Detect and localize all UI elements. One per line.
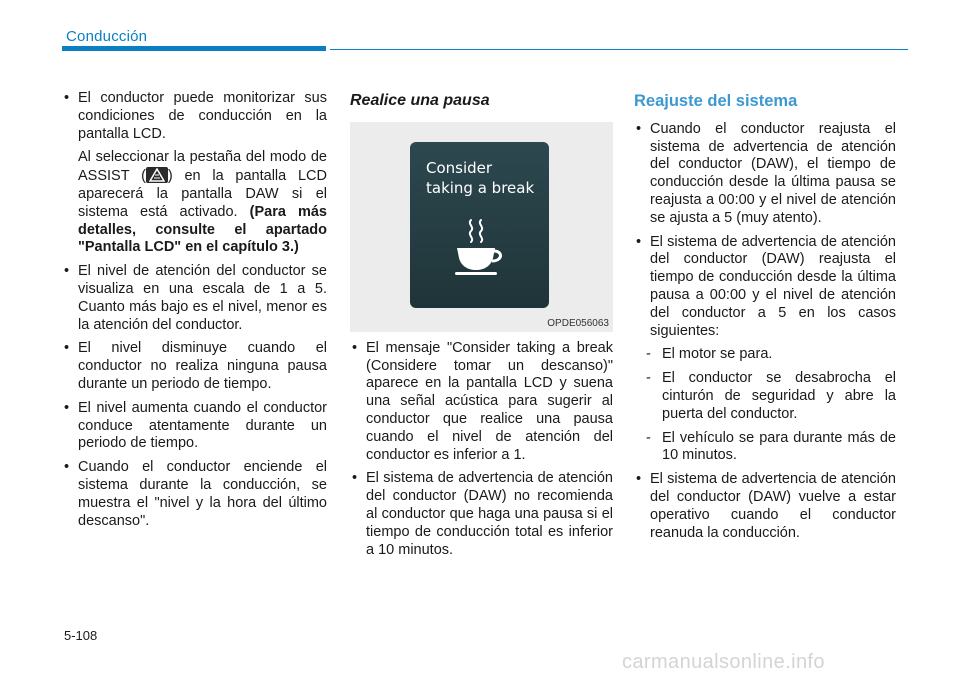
lcd-line-1: Consider bbox=[426, 158, 493, 177]
figure-code: OPDE056063 bbox=[547, 317, 609, 329]
bullet-item: • El sistema de advertencia de atención del conductor (DAW) no recomienda al conductor que haga una pausa si el tiempo de conducción total es inferior a 10 minutos. bbox=[350, 470, 613, 559]
column-right bbox=[634, 90, 896, 548]
header-rule-thin bbox=[330, 49, 908, 50]
dash-item bbox=[634, 346, 896, 364]
lcd-message bbox=[426, 158, 534, 198]
assist-text-b: ) en la pantalla LCD aparecerá la pantalla DAW si el sistema está activado. bbox=[78, 168, 327, 220]
dash-text: El vehículo se para durante más de 10 minutos. bbox=[662, 429, 896, 464]
bullet-item: • El mensaje "Consider taking a break (Considere tomar un descanso)" aparece en la pantalla LCD y suena una señal acústica para sugerir al conductor que realice una pausa cuando el nivel de atención del conductor es inferior a 1. bbox=[350, 340, 613, 465]
dash-item bbox=[634, 370, 896, 423]
break-figure bbox=[350, 122, 613, 332]
bullet-item: • Cuando el conductor enciende el sistema durante la conducción, se muestra el "nivel y la hora del último descanso". bbox=[62, 459, 327, 530]
bullet-item: • El nivel de atención del conductor se visualiza en una escala de 1 a 5. Cuanto más bajo es el nivel, menor es la atención del conductor. bbox=[62, 263, 327, 334]
bullet-item: • El sistema de advertencia de atención del conductor (DAW) vuelve a estar operativo cuando el conductor reanuda la conducción. bbox=[634, 471, 896, 542]
dash-mark: - bbox=[646, 370, 651, 387]
column-left bbox=[62, 90, 327, 536]
page-number: 5-108 bbox=[64, 628, 98, 643]
dash-item bbox=[634, 430, 896, 466]
header-rule-thick bbox=[62, 46, 326, 51]
lcd-line-2: taking a break bbox=[426, 178, 535, 197]
assist-text-a: Al seleccionar la pestaña del modo de ASSIST ( bbox=[78, 149, 327, 185]
system-reset-title: Reajuste del sistema bbox=[634, 92, 798, 110]
lcd-screen bbox=[410, 142, 549, 308]
bullet-item: • El nivel disminuye cuando el conductor no realiza ninguna pausa durante un periodo de tiempo. bbox=[62, 340, 327, 393]
coffee-cup-icon bbox=[454, 216, 506, 276]
bullet-item: • El sistema de advertencia de atención del conductor (DAW) reajusta el tiempo de conducción desde la última pausa a 00:00 y el nivel de atención del conductor a 5 en los casos siguientes: bbox=[634, 234, 896, 341]
assist-warning-icon bbox=[146, 167, 168, 183]
bullet-item: • El nivel aumenta cuando el conductor conduce atentamente durante un periodo de tiempo. bbox=[62, 400, 327, 453]
assist-paragraph bbox=[62, 149, 327, 257]
dash-text: El motor se para. bbox=[662, 346, 773, 363]
dash-text: El conductor se desabrocha el cinturón de seguridad y abre la puerta del conductor. bbox=[662, 370, 896, 422]
bullet-item: • Cuando el conductor reajusta el sistema de advertencia de atención del conductor (DAW), el tiempo de conducción desde la última pausa se reajusta a 00:00 y el nivel de atención se ajusta a 5 (muy atento). bbox=[634, 121, 896, 228]
column-middle bbox=[350, 90, 613, 565]
dash-mark: - bbox=[646, 346, 651, 363]
take-break-title: Realice una pausa bbox=[350, 92, 490, 109]
section-title: Conducción bbox=[66, 28, 148, 45]
assist-reference: (Para más detalles, consulte el apartado "Pantalla LCD" en el capítulo 3.) bbox=[78, 203, 327, 256]
watermark: carmanualsonline.info bbox=[622, 651, 825, 673]
bullet-item: • El conductor puede monitorizar sus condiciones de conducción en la pantalla LCD. bbox=[62, 90, 327, 143]
dash-mark: - bbox=[646, 429, 651, 446]
